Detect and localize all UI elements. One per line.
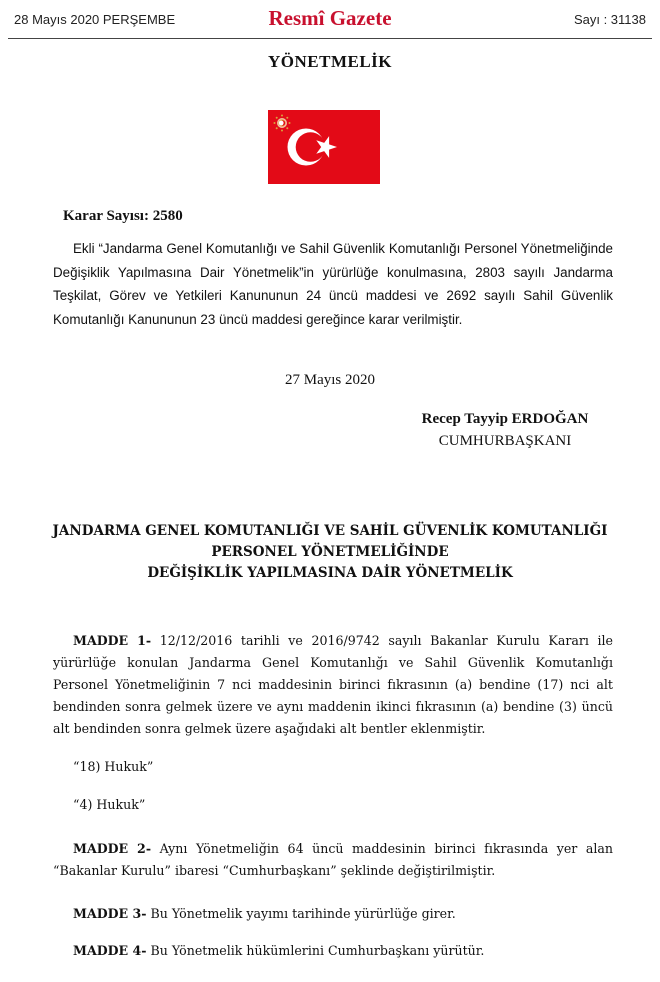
signatory-name: Recep Tayyip ERDOĞAN xyxy=(421,411,589,427)
gazette-title: Resmî Gazete xyxy=(268,6,392,30)
article-text: Bu Yönetmelik hükümlerini Cumhurbaşkanı yürütür. xyxy=(146,943,485,958)
decision-date: 27 Mayıs 2020 xyxy=(285,372,375,388)
decision-intro-text: Ekli “Jandarma Genel Komutanlığı ve Sahil Güvenlik Komutanlığı Personel Yönetmeliğinde Değişiklik Yapılmasına Dair Yönetmelik”in yürürlüğe konulmasına, 2803 sayılı Jandarma Teşkilat, Görev ve Yetkileri Kanununun 24 üncü maddesi ve 2692 sayılı Sahil Güvenlik Komutanlığı Kanununun 23 üncü maddesi gereğince karar verilmiştir. xyxy=(53,241,613,327)
decision-number: Karar Sayısı: 2580 xyxy=(63,208,183,224)
header-divider xyxy=(8,38,652,39)
regulation-title-line: JANDARMA GENEL KOMUTANLIĞI VE SAHİL GÜVENLİK KOMUTANLIĞI xyxy=(52,523,608,539)
regulation-title-line: PERSONEL YÖNETMELİĞİNDE xyxy=(211,544,449,560)
article-2 xyxy=(53,838,613,882)
article-label: MADDE 1- xyxy=(73,633,152,648)
signatory-block xyxy=(400,408,610,452)
article-3 xyxy=(53,903,613,925)
added-item-2: “4) Hukuk” xyxy=(73,797,146,812)
article-1 xyxy=(53,630,613,740)
turkish-flag-icon xyxy=(268,110,380,184)
document-type: YÖNETMELİK xyxy=(267,52,393,71)
article-label: MADDE 3- xyxy=(73,906,147,921)
article-4 xyxy=(53,940,613,962)
article-text: 12/12/2016 tarihli ve 2016/9742 sayılı Bakanlar Kurulu Kararı ile yürürlüğe konulan Jandarma Genel Komutanlığı ve Sahil Güvenlik Komutanlığı Personel Yönetmeliğinin 7 nci maddesinin birinci fıkrasının (a) bendine (17) nci alt bendinden sonra gelmek üzere ve aynı maddenin ikinci fıkrasının (a) bendine (3) üncü alt bendinden sonra gelmek üzere aşağıdaki alt bentler eklenmiştir. xyxy=(53,633,614,736)
gazette-header xyxy=(0,0,660,40)
issue-number: Sayı : 31138 xyxy=(573,12,646,27)
regulation-title xyxy=(0,521,660,584)
issue-date: 28 Mayıs 2020 PERŞEMBE xyxy=(14,12,176,27)
signatory-title: CUMHURBAŞKANI xyxy=(438,433,572,449)
regulation-title-line: DEĞİŞİKLİK YAPILMASINA DAİR YÖNETMELİK xyxy=(147,565,513,581)
article-text: Bu Yönetmelik yayımı tarihinde yürürlüğe girer. xyxy=(146,906,456,921)
article-text: Aynı Yönetmeliğin 64 üncü maddesinin birinci fıkrasında yer alan “Bakanlar Kurulu” ibaresi “Cumhurbaşkanı” şeklinde değiştirilmiştir. xyxy=(53,841,614,878)
added-item-1: “18) Hukuk” xyxy=(73,759,154,774)
decision-intro xyxy=(53,237,613,331)
article-label: MADDE 2- xyxy=(73,841,152,856)
article-label: MADDE 4- xyxy=(73,943,147,958)
